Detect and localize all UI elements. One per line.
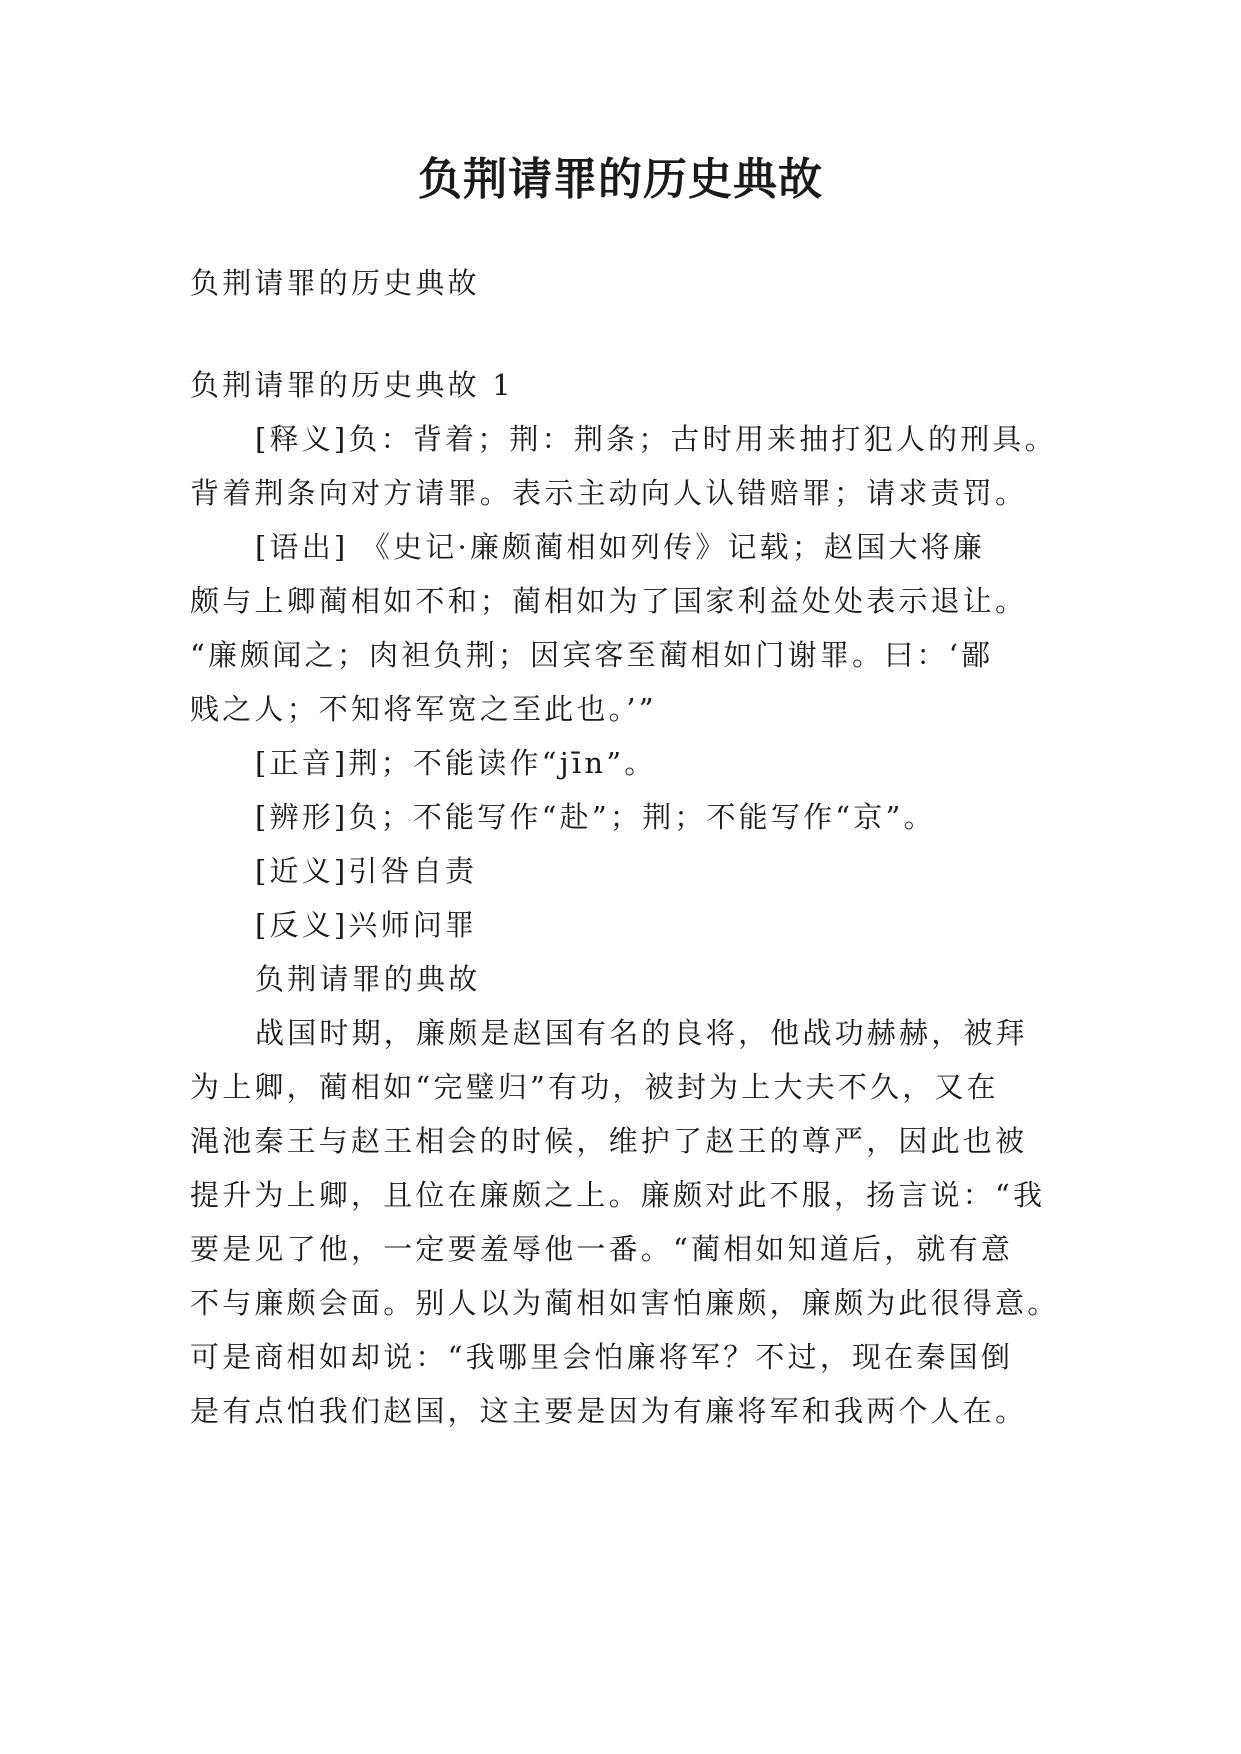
source-line: 颇与上卿蔺相如不和；蔺相如为了国家利益处处表示退让。 [190, 584, 1028, 618]
synonym-line: [近义]引咎自责 [255, 854, 478, 888]
document-title: 负荆请罪的历史典故 [418, 154, 823, 205]
form-line: [辨形]负；不能写作“赴”；荆；不能写作“京”。 [255, 800, 936, 834]
story-line: 要是见了他，一定要羞辱他一番。“蔺相如知道后，就有意 [190, 1232, 1014, 1266]
definition-line: [释义]负：背着；荆：荆条；古时用来抽打犯人的刑具。 [255, 422, 1057, 456]
antonym-line: [反义]兴师问罪 [255, 908, 478, 942]
document-subtitle: 负荆请罪的历史典故 [190, 266, 480, 300]
story-heading: 负荆请罪的典故 [255, 962, 481, 996]
source-line: 贱之人；不知将军宽之至此也。’” [190, 692, 657, 726]
pronunciation-line: [正音]荆；不能读作“jīn”。 [255, 746, 657, 780]
definition-line: 背着荆条向对方请罪。表示主动向人认错赔罪；请求责罚。 [190, 476, 1028, 510]
source-line: “廉颇闻之；肉袒负荆；因宾客至蔺相如门谢罪。曰：‘鄙 [190, 638, 994, 672]
story-line: 为上卿，蔺相如“完璧归”有功，被封为上大夫不久，又在 [190, 1070, 999, 1104]
story-line: 不与廉颇会面。别人以为蔺相如害怕廉颇，廉颇为此很得意。 [190, 1286, 1060, 1320]
story-line: 战国时期，廉颇是赵国有名的良将，他战功赫赫，被拜 [255, 1016, 1028, 1050]
story-line: 可是商相如却说：“我哪里会怕廉将军？不过，现在秦国倒 [190, 1340, 1014, 1374]
story-line: 渑池秦王与赵王相会的时候，维护了赵王的尊严，因此也被 [190, 1124, 1028, 1158]
story-line: 提升为上卿，且位在廉颇之上。廉颇对此不服，扬言说：“我 [190, 1178, 1046, 1212]
story-line: 是有点怕我们赵国，这主要是因为有廉将军和我两个人在。 [190, 1394, 1028, 1428]
section-heading: 负荆请罪的历史典故 1 [190, 368, 514, 402]
source-line: [语出] 《史记·廉颇蔺相如列传》记载；赵国大将廉 [255, 530, 986, 564]
